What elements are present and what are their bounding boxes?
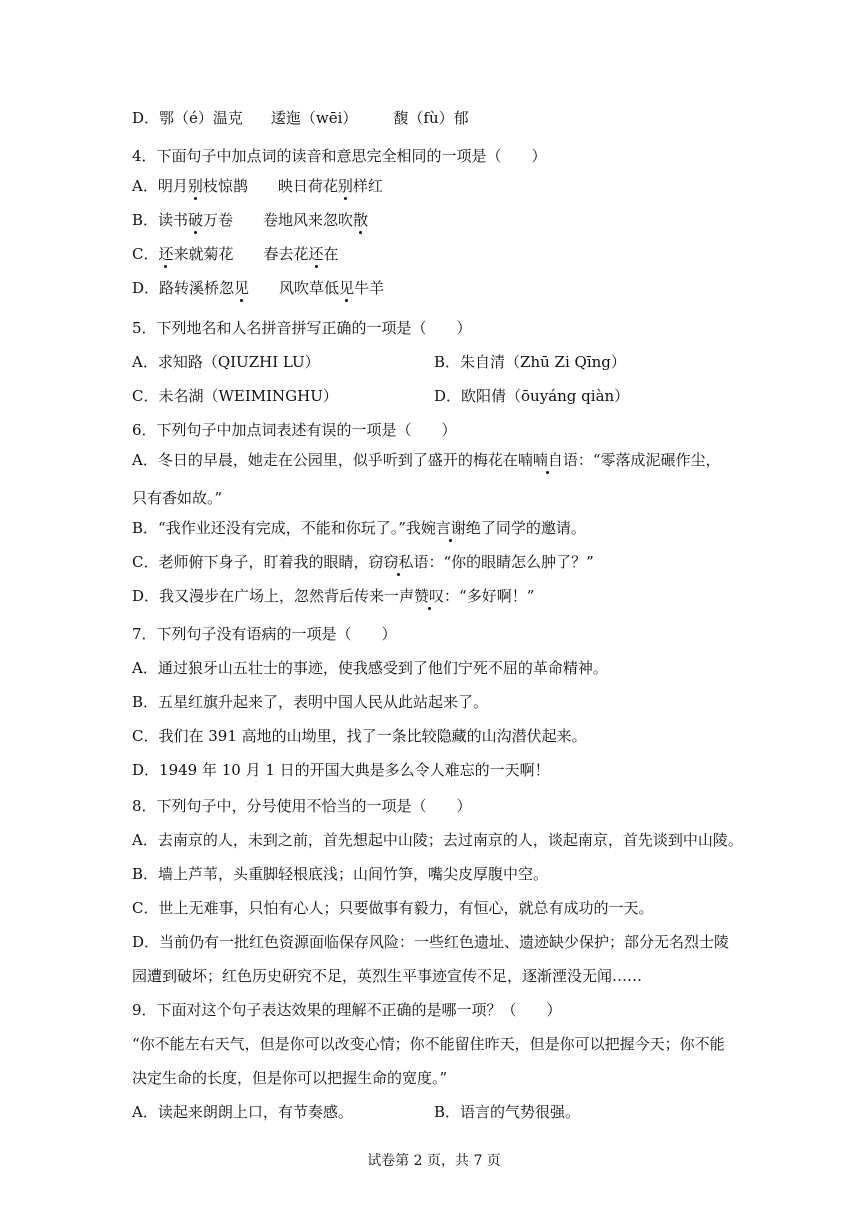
q9-quote-line2: 决定生命的长度，但是你可以把握生命的宽度。”	[132, 1069, 448, 1087]
q6-stem: 6．下列句子中加点词表述有误的一项是（ ）	[132, 421, 457, 439]
q4-b-dotted-1: 破	[188, 211, 204, 229]
q8-option-d-line1: D．当前仍有一批红色资源面临保存风险：一些红色遗址、遗迹缺少保护；部分无名烈士陵	[132, 933, 730, 951]
q4-stem: 4．下面句子中加点词的读音和意思完全相同的一项是（ ）	[132, 147, 547, 165]
q3-option-d-part3: 馥（fù）郁	[393, 109, 469, 127]
q4-c-text-end: 在	[323, 245, 339, 263]
q9-option-b: B．语言的气势很强。	[434, 1103, 581, 1121]
q9-stem: 9．下面对这个句子表达效果的理解不正确的是哪一项？（ ）	[132, 1001, 562, 1019]
q6-b-text: B．“我作业还没有完成，不能和你玩了。”我	[132, 519, 421, 537]
q7-option-a: A．通过狼牙山五壮士的事迹，使我感受到了他们宁死不屈的革命精神。	[132, 659, 608, 677]
q6-d-text: D．我又漫步在广场上，忽然背后传来一声	[132, 587, 415, 605]
q6-a-dotted: 喃喃自语	[517, 451, 578, 469]
q8-option-b: B．墙上芦苇，头重脚轻根底浅；山间竹笋，嘴尖皮厚腹中空。	[132, 865, 549, 883]
q6-option-a-line2: 只有香如故。”	[132, 489, 223, 507]
q6-a-text-end: ：“零落成泥碾作尘，	[577, 451, 721, 469]
q6-b-dotted: 婉言谢绝	[420, 519, 481, 537]
q9-option-a: A．读起来朗朗上口，有节奏感。	[132, 1103, 353, 1121]
q6-option-a-line1	[132, 450, 721, 470]
q4-a-text: A．明月	[132, 177, 188, 195]
q4-option-a	[132, 176, 383, 196]
q4-a-dotted-2: 别	[337, 177, 353, 195]
q5-option-d: D．欧阳倩（ōuyáng qiàn）	[434, 387, 630, 405]
q6-b-text-end: 了同学的邀请。	[480, 519, 586, 537]
q7-option-d: D．1949 年 10 月 1 日的开国大典是多么令人难忘的一天啊！	[132, 761, 550, 779]
q4-option-b	[132, 210, 368, 230]
q5-option-a: A．求知路（QIUZHI LU）	[132, 353, 320, 371]
page-footer: 试卷第 2 页，共 7 页	[367, 1153, 501, 1169]
q5-option-c: C．未名湖（WEIMINGHU）	[132, 387, 338, 405]
q6-a-text: A．冬日的早晨，她走在公园里，似乎听到了盛开的梅花在	[132, 451, 518, 469]
q4-c-text-mid: 来就菊花 春去花	[173, 245, 309, 263]
q7-option-b: B．五星红旗升起来了，表明中国人民从此站起来了。	[132, 693, 489, 711]
q4-option-d	[132, 278, 384, 298]
q4-b-text: B．读书	[132, 211, 189, 229]
q4-b-dotted-2: 散	[353, 211, 369, 229]
q8-option-c: C．世上无难事，只怕有心人；只要做事有毅力，有恒心，就总有成功的一天。	[132, 899, 654, 917]
q6-option-d	[132, 586, 534, 606]
q4-d-dotted-1: 见	[234, 279, 250, 297]
q6-option-b	[132, 518, 586, 538]
q6-c-dotted: 窃窃私语	[368, 553, 429, 571]
q5-stem: 5．下列地名和人名拼音拼写正确的一项是（ ）	[132, 319, 472, 337]
q7-option-c: C．我们在 391 高地的山坳里，找了一条比较隐藏的山沟潜伏起来。	[132, 727, 587, 745]
q4-c-dotted-1: 还	[158, 245, 174, 263]
q3-option-d-part1: D．鄂（é）温克	[132, 109, 243, 127]
q4-a-text-end: 样红	[352, 177, 383, 195]
q6-d-text-end: ：“多好啊！”	[444, 587, 535, 605]
q4-d-dotted-2: 见	[339, 279, 355, 297]
q6-option-c	[132, 552, 594, 572]
q3-option-d-part2: 逶迤（wēi）	[270, 109, 358, 127]
q7-stem: 7．下列句子没有语病的一项是（ ）	[132, 625, 397, 643]
q4-d-text: D．路转溪桥忽	[132, 279, 235, 297]
q9-quote-line1: “你不能左右天气，但是你可以改变心情；你不能留住昨天，但是你可以把握今天；你不能	[132, 1035, 725, 1053]
q4-a-dotted-1: 别	[187, 177, 203, 195]
q5-option-b: B．朱自清（Zhū Zi Qīng）	[434, 353, 626, 371]
q3-option-d	[132, 108, 469, 128]
q8-stem: 8．下列句子中，分号使用不恰当的一项是（ ）	[132, 797, 472, 815]
q6-c-text: C．老师俯下身子，盯着我的眼睛，	[132, 553, 369, 571]
q4-b-text-mid: 万卷 卷地风来忽吹	[203, 211, 354, 229]
q8-option-d-line2: 园遭到破坏；红色历史研究不足，英烈生平事迹宣传不足，逐渐湮没无闻……	[132, 967, 643, 985]
q8-option-a: A．去南京的人，未到之前，首先想起中山陵；去过南京的人，谈起南京，首先谈到中山陵。	[132, 831, 743, 849]
q6-c-text-end: ：“你的眼睛怎么肿了？”	[428, 553, 594, 571]
q4-option-c	[132, 244, 339, 264]
q4-c-text: C．	[132, 245, 159, 263]
q4-d-text-end: 牛羊	[354, 279, 385, 297]
q4-d-text-mid: 风吹草低	[249, 279, 340, 297]
q6-d-dotted: 赞叹	[414, 587, 445, 605]
q4-a-text-mid: 枝惊鹊 映日荷花	[202, 177, 338, 195]
q4-c-dotted-2: 还	[308, 245, 324, 263]
